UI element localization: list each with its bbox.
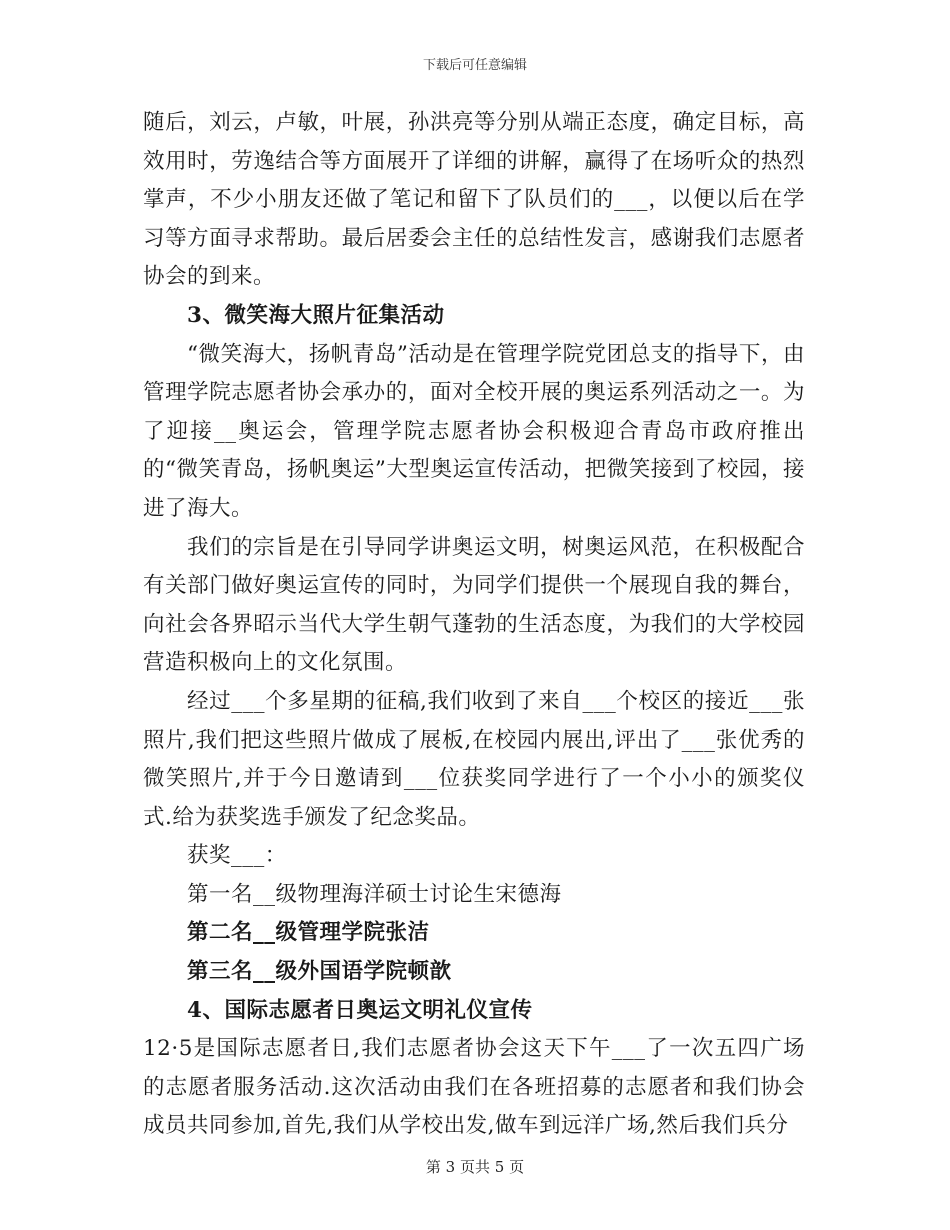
paragraph-purpose: 我们的宗旨是在引导同学讲奥运文明，树奥运风范，在积极配合有关部门做好奥运宣传的同时，为同学们提供一个展现自我的舞台，向社会各界昭示当代大学生朝气蓬勃的生活态度，为我们的大学校园营造积极向上的文化氛围。 — [143, 534, 805, 676]
awards-label: 获奖___： — [187, 843, 287, 869]
paragraph-lecture-summary: 随后，刘云，卢敏，叶展，孙洪亮等分别从端正态度，确定目标，高效用时，劳逸结合等方面展开了详细的讲解，赢得了在场听众的热烈掌声，不少小朋友还做了笔记和留下了队员们的___，以便以后在学习等方面寻求帮助。最后居委会主任的总结性发言，感谢我们志愿者协会的到来。 — [143, 110, 805, 290]
paragraph-activity-intro: “微笑海大，扬帆青岛”活动是在管理学院党团总支的指导下，由管理学院志愿者协会承办的，面对全校开展的奥运系列活动之一。为了迎接__奥运会，管理学院志愿者协会积极迎合青岛市政府推出的“微笑青岛，扬帆奥运”大型奥运宣传活动，把微笑接到了校园，接进了海大。 — [143, 341, 805, 521]
document-body — [143, 104, 805, 1146]
award-second-place: 第二名__级管理学院张洁 — [187, 920, 430, 946]
section-heading-3: 3、微笑海大照片征集活动 — [187, 302, 445, 328]
paragraph-volunteer-day: 12·5是国际志愿者日,我们志愿者协会这天下午___了一次五四广场的志愿者服务活动.这次活动由我们在各班招募的志愿者和我们协会成员共同参加,首先,我们从学校出发,做车到远洋广场,然后我们兵分 — [143, 1036, 805, 1139]
page-footer: 第 3 页共 5 页 — [425, 1158, 525, 1176]
page-header: 下载后可任意编辑 — [422, 58, 527, 73]
section-heading-4: 4、国际志愿者日奥运文明礼仪宣传 — [187, 997, 533, 1023]
award-first-place: 第一名__级物理海洋硕士讨论生宋德海 — [187, 881, 562, 907]
paragraph-collection-result: 经过___个多星期的征稿,我们收到了来自___个校区的接近___张照片,我们把这些照片做成了展板,在校园内展出,评出了___张优秀的微笑照片,并于今日邀请到___位获奖同学进行了一个小小的颁奖仪式.给为获奖选手颁发了纪念奖品。 — [143, 688, 805, 830]
award-third-place: 第三名__级外国语学院顿歆 — [187, 959, 452, 985]
